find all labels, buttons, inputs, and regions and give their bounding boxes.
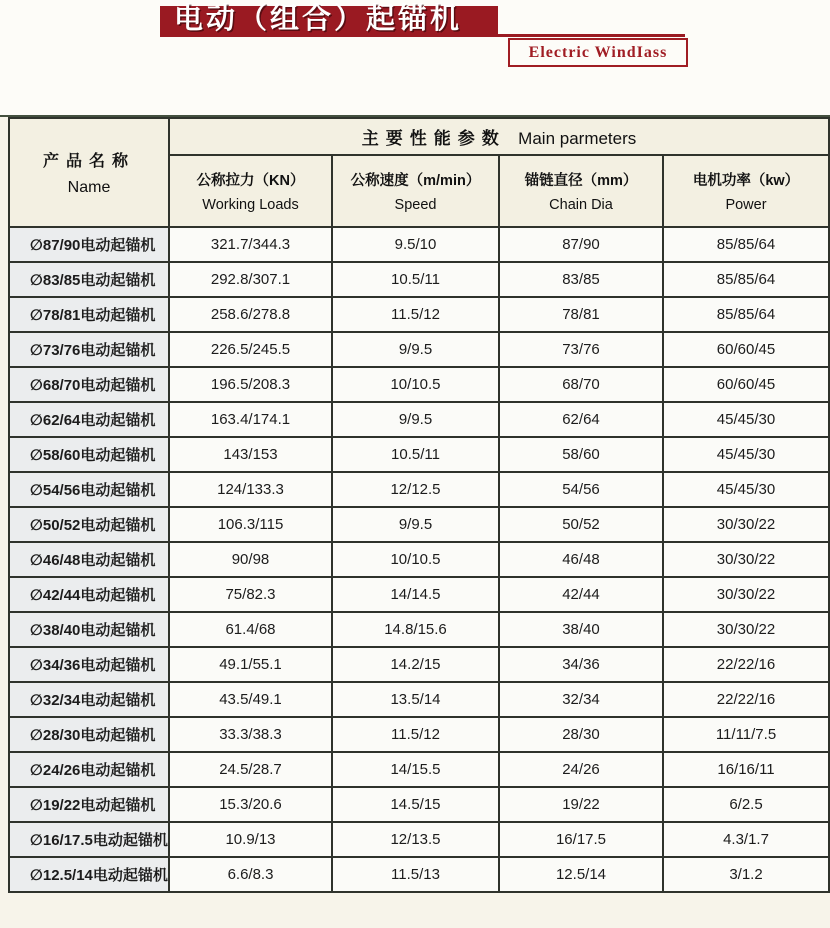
working-loads-cell: 6.6/8.3 bbox=[169, 857, 332, 892]
power-cell: 3/1.2 bbox=[663, 857, 829, 892]
column-header-power-zh: 电机功率（kw） bbox=[692, 173, 800, 189]
column-header-name bbox=[9, 118, 169, 227]
table-row bbox=[9, 367, 829, 402]
product-name-cell: ∅50/52电动起锚机 bbox=[9, 507, 169, 542]
power-cell: 4.3/1.7 bbox=[663, 822, 829, 857]
column-header-working-loads-zh: 公称拉力（KN） bbox=[196, 173, 305, 189]
product-name-cell: ∅62/64电动起锚机 bbox=[9, 402, 169, 437]
power-cell: 11/11/7.5 bbox=[663, 717, 829, 752]
column-header-speed bbox=[332, 155, 499, 227]
table-row bbox=[9, 647, 829, 682]
working-loads-cell: 61.4/68 bbox=[169, 612, 332, 647]
column-header-speed-en: Speed bbox=[394, 197, 437, 213]
table-row bbox=[9, 682, 829, 717]
table-row bbox=[9, 297, 829, 332]
chain-dia-cell: 19/22 bbox=[499, 787, 663, 822]
spec-table bbox=[8, 117, 830, 893]
chain-dia-cell: 46/48 bbox=[499, 542, 663, 577]
working-loads-cell: 124/133.3 bbox=[169, 472, 332, 507]
table-row bbox=[9, 542, 829, 577]
table-row bbox=[9, 332, 829, 367]
column-header-speed-zh: 公称速度（m/min） bbox=[350, 173, 481, 189]
table-row bbox=[9, 787, 829, 822]
working-loads-cell: 163.4/174.1 bbox=[169, 402, 332, 437]
chain-dia-cell: 12.5/14 bbox=[499, 857, 663, 892]
working-loads-cell: 226.5/245.5 bbox=[169, 332, 332, 367]
product-name-cell: ∅46/48电动起锚机 bbox=[9, 542, 169, 577]
speed-cell: 12/13.5 bbox=[332, 822, 499, 857]
product-name-cell: ∅24/26电动起锚机 bbox=[9, 752, 169, 787]
spec-table-body bbox=[9, 227, 829, 892]
table-row bbox=[9, 717, 829, 752]
title-banner bbox=[160, 3, 498, 37]
speed-cell: 13.5/14 bbox=[332, 682, 499, 717]
power-cell: 30/30/22 bbox=[663, 577, 829, 612]
product-name-cell: ∅34/36电动起锚机 bbox=[9, 647, 169, 682]
speed-cell: 14.5/15 bbox=[332, 787, 499, 822]
working-loads-cell: 10.9/13 bbox=[169, 822, 332, 857]
working-loads-cell: 292.8/307.1 bbox=[169, 262, 332, 297]
speed-cell: 11.5/12 bbox=[332, 297, 499, 332]
chain-dia-cell: 16/17.5 bbox=[499, 822, 663, 857]
product-name-cell: ∅16/17.5电动起锚机 bbox=[9, 822, 169, 857]
product-name-cell: ∅38/40电动起锚机 bbox=[9, 612, 169, 647]
column-header-name-en: Name bbox=[67, 179, 111, 196]
working-loads-cell: 196.5/208.3 bbox=[169, 367, 332, 402]
title-underline bbox=[497, 34, 685, 37]
chain-dia-cell: 78/81 bbox=[499, 297, 663, 332]
page-title: 电动（组合）起锚机 bbox=[174, 3, 463, 35]
product-name-cell: ∅19/22电动起锚机 bbox=[9, 787, 169, 822]
table-row bbox=[9, 437, 829, 472]
table-row bbox=[9, 507, 829, 542]
working-loads-cell: 258.6/278.8 bbox=[169, 297, 332, 332]
speed-cell: 9/9.5 bbox=[332, 402, 499, 437]
speed-cell: 9/9.5 bbox=[332, 332, 499, 367]
power-cell: 30/30/22 bbox=[663, 542, 829, 577]
product-name-cell: ∅42/44电动起锚机 bbox=[9, 577, 169, 612]
product-name-cell: ∅54/56电动起锚机 bbox=[9, 472, 169, 507]
power-cell: 22/22/16 bbox=[663, 682, 829, 717]
speed-cell: 9/9.5 bbox=[332, 507, 499, 542]
speed-cell: 10/10.5 bbox=[332, 542, 499, 577]
speed-cell: 14.8/15.6 bbox=[332, 612, 499, 647]
power-cell: 85/85/64 bbox=[663, 262, 829, 297]
table-row bbox=[9, 472, 829, 507]
table-row bbox=[9, 822, 829, 857]
chain-dia-cell: 62/64 bbox=[499, 402, 663, 437]
chain-dia-cell: 87/90 bbox=[499, 227, 663, 262]
chain-dia-cell: 42/44 bbox=[499, 577, 663, 612]
main-parameters-header bbox=[169, 118, 829, 155]
power-cell: 45/45/30 bbox=[663, 472, 829, 507]
table-row bbox=[9, 227, 829, 262]
speed-cell: 11.5/12 bbox=[332, 717, 499, 752]
chain-dia-cell: 68/70 bbox=[499, 367, 663, 402]
power-cell: 45/45/30 bbox=[663, 437, 829, 472]
power-cell: 85/85/64 bbox=[663, 227, 829, 262]
power-cell: 30/30/22 bbox=[663, 612, 829, 647]
column-header-working-loads bbox=[169, 155, 332, 227]
product-name-cell: ∅73/76电动起锚机 bbox=[9, 332, 169, 367]
column-header-chain-dia bbox=[499, 155, 663, 227]
main-parameters-header-en: Main parmeters bbox=[518, 129, 637, 148]
chain-dia-cell: 54/56 bbox=[499, 472, 663, 507]
power-cell: 6/2.5 bbox=[663, 787, 829, 822]
working-loads-cell: 106.3/115 bbox=[169, 507, 332, 542]
working-loads-cell: 15.3/20.6 bbox=[169, 787, 332, 822]
working-loads-cell: 33.3/38.3 bbox=[169, 717, 332, 752]
speed-cell: 10.5/11 bbox=[332, 262, 499, 297]
product-name-cell: ∅28/30电动起锚机 bbox=[9, 717, 169, 752]
working-loads-cell: 43.5/49.1 bbox=[169, 682, 332, 717]
power-cell: 45/45/30 bbox=[663, 402, 829, 437]
working-loads-cell: 24.5/28.7 bbox=[169, 752, 332, 787]
table-row bbox=[9, 577, 829, 612]
working-loads-cell: 75/82.3 bbox=[169, 577, 332, 612]
speed-cell: 10.5/11 bbox=[332, 437, 499, 472]
working-loads-cell: 49.1/55.1 bbox=[169, 647, 332, 682]
product-name-cell: ∅83/85电动起锚机 bbox=[9, 262, 169, 297]
product-name-cell: ∅58/60电动起锚机 bbox=[9, 437, 169, 472]
table-row bbox=[9, 752, 829, 787]
speed-cell: 12/12.5 bbox=[332, 472, 499, 507]
table-row bbox=[9, 857, 829, 892]
column-header-power-en: Power bbox=[725, 197, 767, 213]
working-loads-cell: 90/98 bbox=[169, 542, 332, 577]
table-row bbox=[9, 402, 829, 437]
power-cell: 16/16/11 bbox=[663, 752, 829, 787]
product-name-cell: ∅78/81电动起锚机 bbox=[9, 297, 169, 332]
product-name-cell: ∅32/34电动起锚机 bbox=[9, 682, 169, 717]
table-row bbox=[9, 612, 829, 647]
chain-dia-cell: 34/36 bbox=[499, 647, 663, 682]
subtitle-box bbox=[508, 38, 688, 67]
product-name-cell: ∅12.5/14电动起锚机 bbox=[9, 857, 169, 892]
chain-dia-cell: 73/76 bbox=[499, 332, 663, 367]
power-cell: 60/60/45 bbox=[663, 332, 829, 367]
power-cell: 22/22/16 bbox=[663, 647, 829, 682]
table-row bbox=[9, 262, 829, 297]
chain-dia-cell: 24/26 bbox=[499, 752, 663, 787]
chain-dia-cell: 28/30 bbox=[499, 717, 663, 752]
working-loads-cell: 321.7/344.3 bbox=[169, 227, 332, 262]
power-cell: 85/85/64 bbox=[663, 297, 829, 332]
speed-cell: 9.5/10 bbox=[332, 227, 499, 262]
column-header-power bbox=[663, 155, 829, 227]
speed-cell: 10/10.5 bbox=[332, 367, 499, 402]
chain-dia-cell: 50/52 bbox=[499, 507, 663, 542]
chain-dia-cell: 32/34 bbox=[499, 682, 663, 717]
chain-dia-cell: 58/60 bbox=[499, 437, 663, 472]
chain-dia-cell: 38/40 bbox=[499, 612, 663, 647]
power-cell: 30/30/22 bbox=[663, 507, 829, 542]
speed-cell: 14/14.5 bbox=[332, 577, 499, 612]
page-subtitle: Electric WindIass bbox=[528, 43, 668, 61]
speed-cell: 11.5/13 bbox=[332, 857, 499, 892]
main-parameters-header-zh: 主要性能参数 bbox=[361, 129, 506, 148]
speed-cell: 14.2/15 bbox=[332, 647, 499, 682]
product-name-cell: ∅87/90电动起锚机 bbox=[9, 227, 169, 262]
power-cell: 60/60/45 bbox=[663, 367, 829, 402]
column-header-chain-dia-zh: 锚链直径（mm） bbox=[524, 173, 638, 189]
column-header-chain-dia-en: Chain Dia bbox=[549, 197, 613, 213]
column-header-name-zh: 产品名称 bbox=[42, 153, 135, 170]
main-header-row bbox=[9, 118, 829, 155]
speed-cell: 14/15.5 bbox=[332, 752, 499, 787]
working-loads-cell: 143/153 bbox=[169, 437, 332, 472]
chain-dia-cell: 83/85 bbox=[499, 262, 663, 297]
product-name-cell: ∅68/70电动起锚机 bbox=[9, 367, 169, 402]
column-header-working-loads-en: Working Loads bbox=[202, 197, 299, 213]
